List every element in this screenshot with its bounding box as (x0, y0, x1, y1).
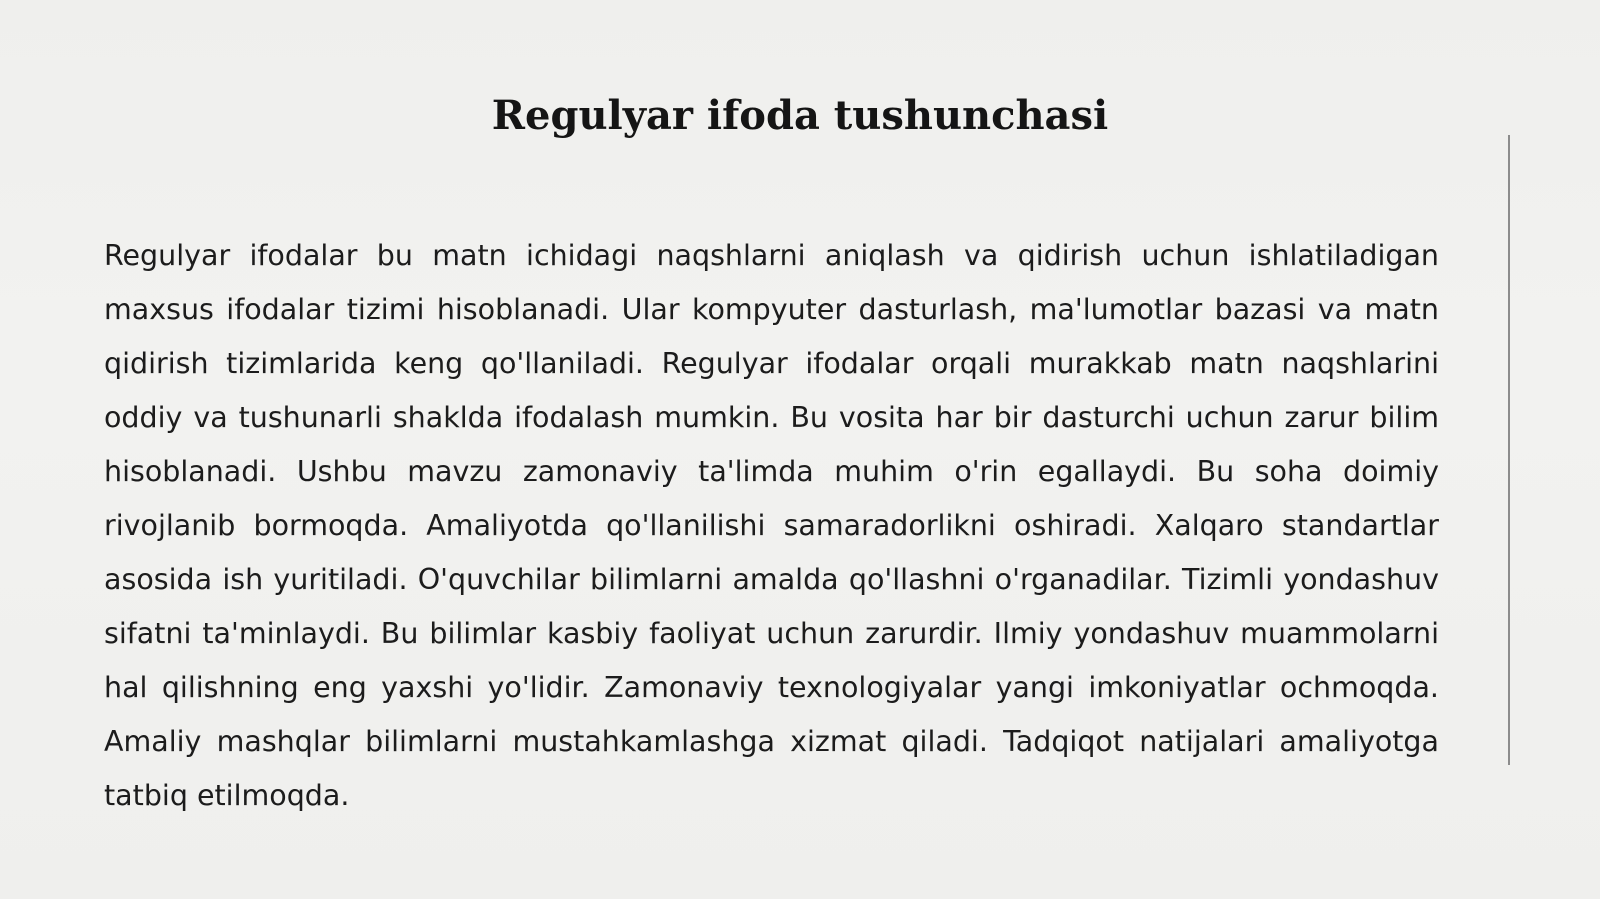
slide-body-text: Regulyar ifodalar bu matn ichidagi naqshlarni aniqlash va qidirish uchun ishlatiladigan maxsus ifodalar tizimi hisoblanadi. Ular kompyuter dasturlash, ma'lumotlar bazasi va matn qidirish tizimlarida keng qo'llaniladi. Regulyar ifodalar orqali murakkab matn naqshlarini oddiy va tushunarli shaklda ifodalash mumkin. Bu vosita har bir dasturchi uchun zarur bilim hisoblanadi. Ushbu mavzu zamonaviy ta'limda muhim o'rin egallaydi. Bu soha doimiy rivojlanib bormoqda. Amaliyotda qo'llanilishi samaradorlikni oshiradi. Xalqaro standartlar asosida ish yuritiladi. O'quvchilar bilimlarni amalda qo'llashni o'rganadilar. Tizimli yondashuv sifatni ta'minlaydi. Bu bilimlar kasbiy faoliyat uchun zarurdir. Ilmiy yondashuv muammolarni hal qilishning eng yaxshi yo'lidir. Zamonaviy texnologiyalar yangi imkoniyatlar ochmoqda. Amaliy mashqlar bilimlarni mustahkamlashga xizmat qiladi. Tadqiqot natijalari amaliyotga tatbiq etilmoqda. (104, 239, 1439, 812)
slide-title: Regulyar ifoda tushunchasi (491, 92, 1109, 139)
vertical-divider (1508, 135, 1510, 765)
